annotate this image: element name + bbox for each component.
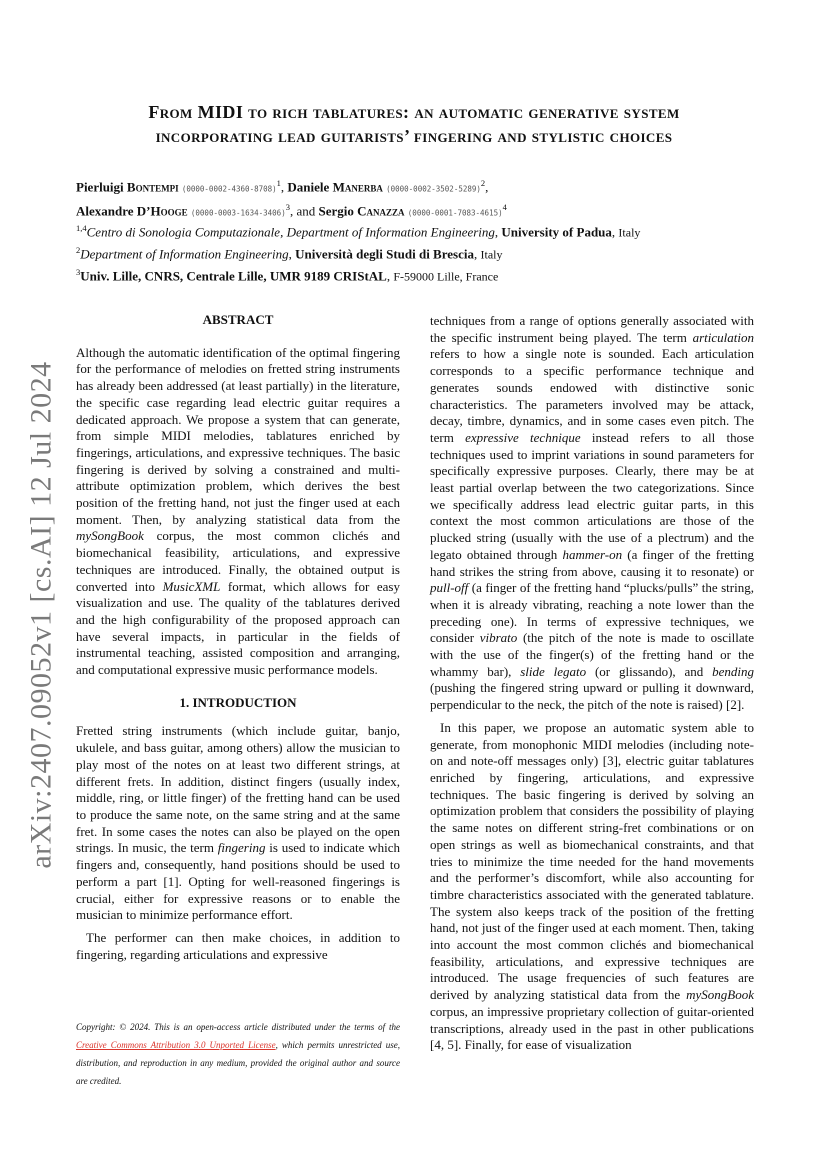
affiliation-1: $^{1,4}$Centro di Sonologia Computazionale, Department of Information Engineering, University of Padua, Italy [76,223,641,240]
left-column [76,312,400,963]
author-line-2: Alexandre D’Hooge $(0000-0003-1634-3406)^3$, and Sergio Canazza $(0000-0001-7083-4615)^4$ [76,202,507,219]
intro-paragraph-2: The performer can then make choices, in addition to fingering, regarding articulations and expressive [76,929,400,962]
author-1: Pierluigi Bontempi [76,179,179,195]
title-line-2: incorporating lead guitarists’ fingering and stylistic choices [155,126,673,146]
affiliation-2: $^2$Department of Information Engineering, Università degli Studi di Brescia, Italy [76,244,503,262]
author-line-1: Pierluigi Bontempi $(0000-0002-4360-8708)^1$, Daniele Manerba $(0000-0002-3502-5289)^2$, [76,178,489,195]
abstract-text: Although the automatic identification of the optimal fingering for the performance of melodies on fretted string instruments has already been addressed (at least partially) in the literature, the specific case regarding lead electric guitar requires a dedicated approach. We propose a system that can generate, from simple MIDI melodies, tablatures enriched by fingerings, articulations, and expressive techniques. The basic fingering is derived by solving a constrained and multi-attribute optimization problem, which derives the best position of the fretting hand, not just the finger used at each moment. Then, by analyzing statistical data from the mySongBook corpus, the most common clichés and biomechanical feasibility, articulations, and expressive techniques are introduced. Finally, the obtained output is converted into MusicXML format, which allows for easy visualization and use. The quality of the tablatures derived and the high configurability of the proposed approach can have several impacts, in particular in the fields of instrumental teaching, assisted composition and arranging, and computational expressive music performance models. [76,344,400,678]
author-3: Alexandre D’Hooge [76,203,188,219]
right-paragraph-1: techniques from a range of options generally associated with the specific instrument being played. The term articulation refers to how a single note is sounded. Each articulation corresponds to a specific performance technique and generates sounds endowed with distinctive sonic characteristics. The parameters involved may be attack, decay, timbre, dynamics, and in some cases even pitch. The term expressive technique instead refers to all those techniques used to imprint variations in sound parameters for specifically expressive purposes. Clearly, there may be at least partial overlap between the two categorizations. Since we specifically address lead electric guitar parts, in this context the most common articulations are those of the plucked string (usually with the use of a plectrum) and the legato obtained through hammer-on (a finger of the fretting hand strikes the string from above, causing it to resonate) or pull-off (a finger of the fretting hand “plucks/pulls” the string, when it is already vibrating, reaching a note lower than the preceding one). In terms of expressive techniques, we consider vibrato (the pitch of the note is made to oscillate with the use of the finger(s) of the fretting hand or the whammy bar), slide legato (or glissando), and bending (pushing the fingered string upward or pulling it downward, perpendicular to the neck, the pitch of the note is raised) [2]. [430,313,755,713]
author-list [76,174,776,223]
paper-title [76,100,752,148]
author-4: Sergio Canazza [318,203,405,219]
copyright-footnote: Copyright: © 2024. This is an open-access article distributed under the terms of the Creative Commons Attribution 3.0 Unported License, which permits unrestricted use, distribution, and reproduction in any medium, provided the original author and source are credited. [76,1022,400,1086]
right-column [430,313,754,1054]
affiliations [76,220,776,285]
arxiv-sidebar [22,361,62,869]
intro-paragraph-1: Fretted string instruments (which include guitar, banjo, ukulele, and bass guitar, among others) allow the musician to play most of the notes on at least two different strings, at different frets. In addition, distinct fingers (usually index, middle, ring, or little finger) of the fretting hand can be used to produce the same note, on the same string and at the same fret. In some cases the notes can also be played on the open strings. In music, the term fingering is used to indicate which fingers and, consequently, hand positions should be used to perform a part [1]. Opting for well-reasoned fingerings is crucial, either for expressive reasons or to enable the musician to minimize performance effort. [76,723,400,923]
orcid-4: (0000-0001-7083-4615) [407,208,503,218]
title-line-1: From MIDI to rich tablatures: an automatic generative system [148,102,680,122]
orcid-1: (0000-0002-4360-8708) [181,184,277,194]
arxiv-id: arXiv:2407.09052v1 [cs.AI] 12 Jul 2024 [25,361,58,869]
author-2: Daniele Manerba [287,179,383,195]
right-paragraph-2: In this paper, we propose an automatic system able to generate, from monophonic MIDI melodies (including note-on and note-off messages only) [3], electric guitar tablatures enriched by fingering, articulations, and expressive techniques. The basic fingering is derived by solving an optimization problem that considers the possibility of playing the same notes on different string-fret combinations or on open strings as well as biomechanical constraints, and that tries to minimize the time needed for the hand movements and the performer’s discomfort, while also accounting for timbre characteristics associated with the generated tablature. The system also keeps track of the position of the fretting hand, not just of the finger used at each moment. Then, taking into account the most common clichés and biomechanical feasibility, articulations, and expressive techniques are introduced. The usage frequencies of such features are derived by analyzing statistical data from the mySongBook corpus, an impressive proprietary collection of guitar-oriented transcriptions, already used in the past in other publications [4, 5]. Finally, for ease of visualization [430,719,754,1053]
orcid-3: (0000-0003-1634-3406) [190,208,286,218]
affiliation-3: $^3$Univ. Lille, CNRS, Centrale Lille, UMR 9189 CRIStAL, F-59000 Lille, France [76,266,499,283]
orcid-2: (0000-0002-3502-5289) [386,184,481,194]
abstract-heading: ABSTRACT [202,312,274,327]
intro-heading: 1. INTRODUCTION [179,694,297,710]
license-link[interactable]: Creative Commons Attribution 3.0 Unported License [76,1040,276,1050]
